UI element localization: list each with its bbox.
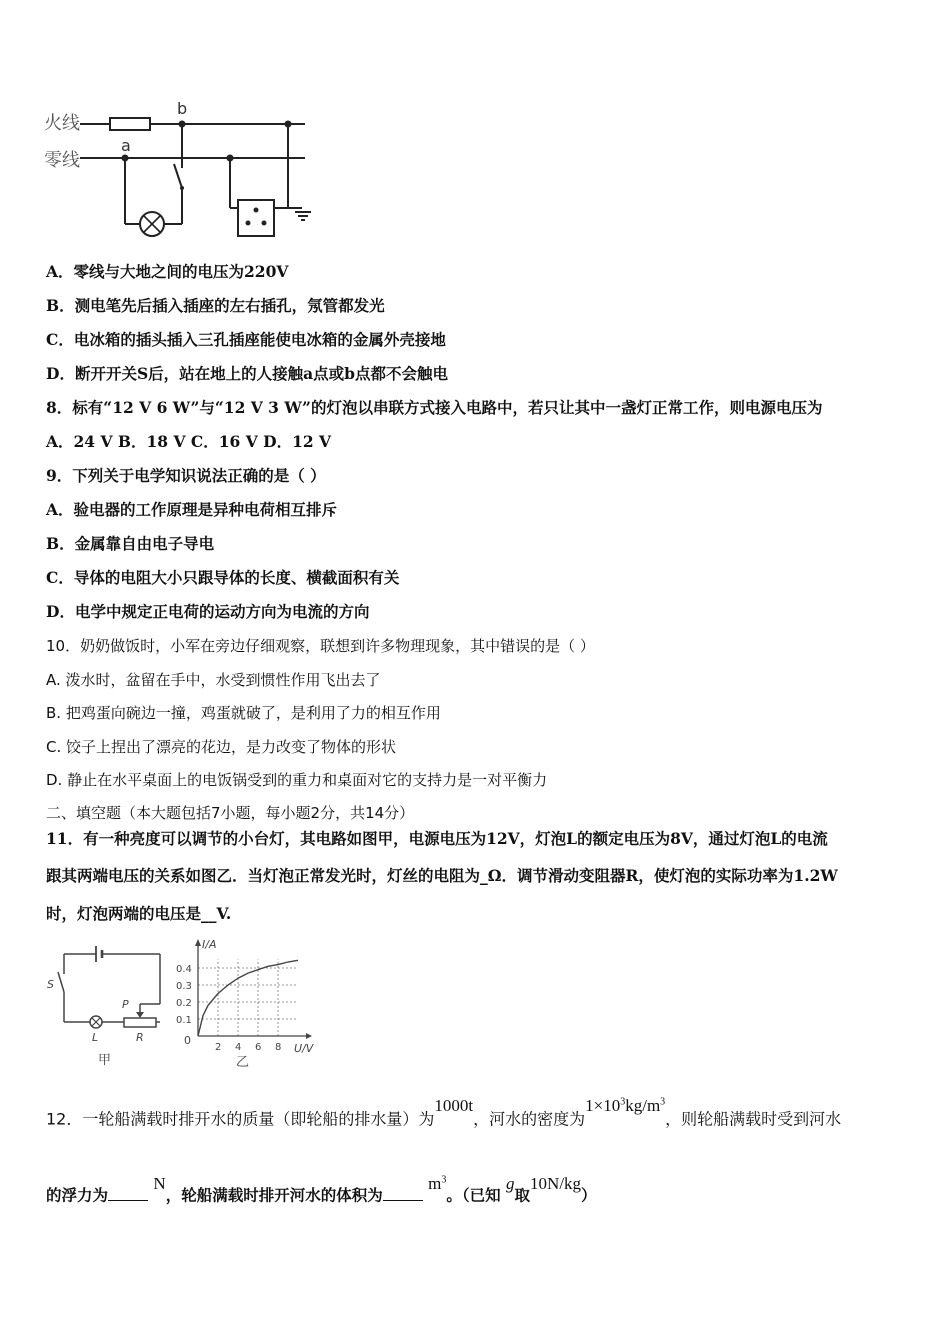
household-circuit-diagram [40, 96, 320, 246]
lamp-l-label: L [92, 1031, 99, 1044]
neutral-wire-label: 零线 [44, 150, 80, 171]
fuse [110, 118, 150, 130]
buoyancy-answer-blank[interactable] [108, 1186, 148, 1201]
q9-option-d: D．电学中规定正电荷的运动方向为电流的方向 [46, 602, 370, 621]
density-unit-exponent: 3 [660, 1096, 666, 1107]
q12-line-2 [46, 1173, 597, 1206]
q7-option-d: D．断开开关S后，站在地上的人接触a点或b点都不会触电 [46, 364, 449, 383]
switch-lever [174, 164, 182, 188]
rheostat-icon [124, 1018, 156, 1027]
figure-jia-caption: 甲 [98, 1053, 112, 1068]
chart-caption: 乙 [236, 1055, 250, 1070]
unit-m: m [428, 1173, 442, 1193]
y-tick-label: 0.2 [176, 998, 192, 1009]
q10-option-d: D. 静止在水平桌面上的电饭锅受到的重力和桌面对它的支持力是一对平衡力 [46, 771, 548, 789]
chart-ylabel: I/A [202, 938, 217, 951]
g-value: 10N/kg [530, 1173, 582, 1193]
q12-text-line2b: ，轮船满载时排开河水的体积为 [165, 1185, 383, 1205]
chart-grid [198, 960, 298, 1037]
unit-m-exponent: 3 [441, 1174, 447, 1185]
q12-text-line2d: 取 [514, 1185, 531, 1205]
density-base: 1×10 [585, 1095, 621, 1115]
switch-contact [180, 186, 184, 190]
live-wire-label: 火线 [44, 113, 80, 134]
socket-hole-left [246, 221, 251, 226]
jia-switch-lever [58, 972, 64, 992]
q12-text-part1: 12．一轮船满载时排开水的质量（即轮船的排水量）为 [46, 1109, 435, 1129]
q9-option-a: A．验电器的工作原理是异种电荷相互排斥 [46, 500, 338, 519]
x-tick-label: 4 [235, 1042, 242, 1053]
q12-text-part3: ，则轮船满载时受到河水 [665, 1109, 842, 1129]
q11-line-2: 跟其两端电压的关系如图乙．当灯泡正常发光时，灯丝的电阻为_Ω．调节滑动变阻器R，使灯泡的实际功率为1.2W [46, 866, 838, 885]
unit-cubic-meter [428, 1174, 446, 1193]
q7-option-c: C．电冰箱的插头插入三孔插座能使电冰箱的金属外壳接地 [46, 330, 446, 349]
slider-p-label: P [122, 998, 129, 1011]
chart-series-line [198, 960, 298, 1036]
chart-axes [195, 939, 312, 1039]
point-b-label: b [177, 99, 188, 118]
y-tick-label: 0.4 [176, 964, 192, 975]
q10-option-a: A. 泼水时，盆留在手中，水受到惯性作用飞出去了 [46, 671, 381, 689]
x-tick-label: 2 [215, 1042, 222, 1053]
switch-s-label: S [47, 978, 54, 991]
density-unit: kg/m [625, 1095, 661, 1115]
q10-stem: 10．奶奶做饭时，小军在旁边仔细观察，联想到许多物理现象，其中错误的是（ ） [46, 637, 595, 655]
x-axis-arrow [306, 1033, 312, 1039]
q12-text-line2c: 。（已知 [446, 1185, 501, 1205]
x-tick-label: 6 [255, 1042, 262, 1053]
q12-text-part2: ，河水的密度为 [473, 1109, 586, 1129]
y-tick-label: 0.3 [176, 981, 192, 992]
chart-ticks [176, 964, 281, 1053]
q9-option-b: B．金属靠自由电子导电 [46, 534, 215, 553]
section-2-heading: 二、填空题（本大题包括7小题，每小题2分，共14分） [46, 804, 415, 822]
g-symbol: g [506, 1173, 515, 1193]
x-tick-label: 8 [275, 1042, 282, 1053]
y-tick-label: 0.1 [176, 1015, 192, 1026]
q12-text-line2a: 的浮力为 [46, 1185, 109, 1205]
q10-option-b: B. 把鸡蛋向碗边一撞，鸡蛋就破了，是利用了力的相互作用 [46, 704, 441, 722]
unit-newton: N [153, 1173, 166, 1193]
q12-mass-value: 1000t [434, 1095, 474, 1115]
q9-stem: 9．下列关于电学知识说法正确的是（ ） [46, 466, 326, 485]
point-a-label: a [121, 136, 131, 155]
rheostat-r-label: R [136, 1031, 144, 1044]
figure-jia-circuit [44, 942, 174, 1070]
figure-yi-iu-chart [172, 936, 322, 1070]
q11-line-1: 11．有一种亮度可以调节的小台灯，其电路如图甲，电源电压为12V，灯泡L的额定电压为8V，通过灯泡L的电流 [46, 829, 828, 848]
chart-xlabel: U/V [294, 1042, 314, 1055]
slider-arrow-head [136, 1012, 144, 1018]
q12-text-line2e: ） [581, 1185, 597, 1205]
q8-options: A．24 V B．18 V C．16 V D．12 V [46, 432, 332, 451]
y-axis-arrow [195, 939, 201, 946]
volume-answer-blank[interactable] [383, 1186, 423, 1201]
socket-hole-right [262, 221, 267, 226]
q10-option-c: C. 饺子上捏出了漂亮的花边，是力改变了物体的形状 [46, 738, 397, 756]
q11-line-3: 时，灯泡两端的电压是__V. [46, 904, 232, 923]
q12-density-value [585, 1096, 665, 1115]
socket-hole-top [254, 208, 259, 213]
q7-option-b: B．测电笔先后插入插座的左右插孔，氖管都发光 [46, 296, 385, 315]
q8-stem: 8．标有“12 V 6 W”与“12 V 3 W”的灯泡以串联方式接入电路中，若只让其中一盏灯正常工作，则电源电压为 [46, 398, 823, 417]
density-exponent: 3 [620, 1096, 626, 1107]
chart-origin-label: 0 [184, 1034, 191, 1047]
socket-icon [238, 200, 274, 236]
q9-option-c: C．导体的电阻大小只跟导体的长度、横截面积有关 [46, 568, 400, 587]
q7-option-a: A．零线与大地之间的电压为220V [46, 262, 289, 281]
